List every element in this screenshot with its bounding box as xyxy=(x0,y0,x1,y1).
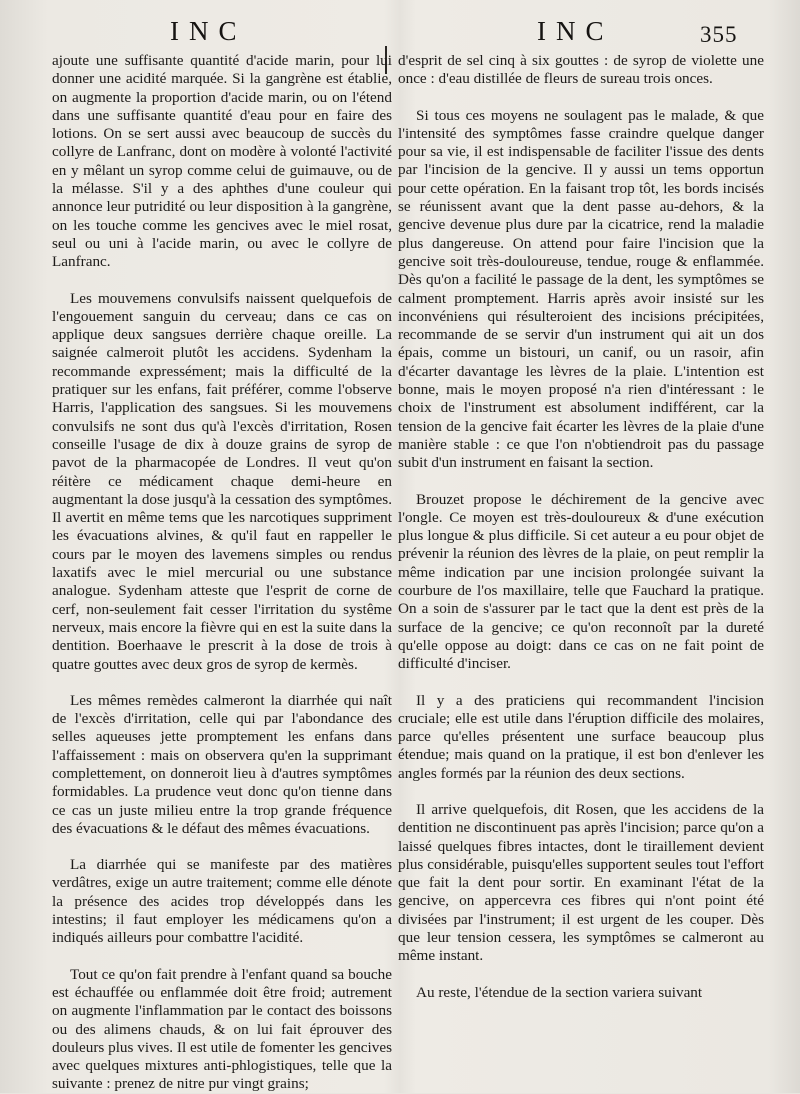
page-header xyxy=(0,16,800,52)
paragraph: Les mouvemens convulsifs naissent quelquefois de l'engouement sanguin du cerveau; dans ce cas on applique deux sangsues derrière chaque oreille. La saignée calmeroit plutôt les accidens. Sydenham la recommande expressément; mais la difficulté de la pratiquer sur les enfans, fait préférer, comme l'observe Harris, l'application des sangsues. Si les mouvemens convulsifs ne sont dus qu'à l'excès d'irritation, Rosen conseille l'usage de dix à douze grains de syrop de pavot de la pharmacopée de Londres. Il veut qu'on réitère ce médicament chaque demi-heure en augmentant la dose jusqu'à la cessation des symptômes. Il avertit en même tems que les narcotiques suppriment les évacuations alvines, & qu'il faut en rappeller le cours par le moyen des lavemens simples ou rendus laxatifs avec le miel mercurial ou une substance analogue. Sydenham atteste que l'esprit de corne de cerf, non-seulement fait cesser l'irritation du systême nerveux, mais encore la fièvre qui en est la suite dans la dentition. Boerhaave le prescrit à la dose de trois à quatre gouttes avec deux gros de syrop de kermès. xyxy=(52,289,392,673)
paragraph: Il y a des praticiens qui recommandent l'incision cruciale; elle est utile dans l'éruption difficile des molaires, parce qu'elles présentent une surface beaucoup plus étendue; mais quand on la pratique, il est bon d'enlever les angles formés par la réunion des deux sections. xyxy=(398,691,764,782)
right-column xyxy=(398,52,764,1082)
paragraph: Il arrive quelquefois, dit Rosen, que les accidens de la dentition ne discontinuent pas après l'incision; parce qu'on a laissé quelques fibres intactes, dont le tiraillement devient plus considérable, puisqu'elles supportent seules tout l'effort que fait la dent pour sortir. En examinant l'état de la gencive, on appercevra ces fibres qui n'ont point été divisées par l'instrument; il est urgent de les couper. Dès que leur tension cessera, les symptômes se calmeront au même instant. xyxy=(398,800,764,965)
paragraph: ajoute une suffisante quantité d'acide marin, pour lui donner une acidité marquée. Si la gangrène est établie, on augmente la proportion d'acide marin, ou on l'étend dans une suffisante quantité d'eau pour en faire des lotions. On se sert aussi avec beaucoup de succès du collyre de Lanfranc, dont on modère à volonté l'activité en y mêlant un syrop comme celui de guimauve, ou de la mélasse. S'il y a des aphthes d'une couleur qui annonce leur putridité ou leur disposition à la gangrène, on les touche comme les gencives avec le miel rosat, seul ou uni à l'acide marin, ou avec le collyre de Lanfranc. xyxy=(52,52,392,271)
paragraph: Au reste, l'étendue de la section variera suivant xyxy=(416,983,703,1001)
paragraph: d'esprit de sel cinq à six gouttes : de syrop de violette une once : d'eau distillée de fleurs de sureau trois onces. xyxy=(398,52,764,88)
paragraph: Tout ce qu'on fait prendre à l'enfant quand sa bouche est échauffée ou enflammée doit être froid; autrement on augmente l'inflammation par le contact des boissons ou des alimens chauds, & on lui fait éprouver des douleurs plus vives. Il est utile de fomenter les gencives avec quelques mixtures anti-phlogistiques, telle que la suivante : prenez de nitre pur vingt grains; xyxy=(52,965,392,1093)
paragraph: Brouzet propose le déchirement de la gencive avec l'ongle. Ce moyen est très-douloureux & d'une exécution plus longue & plus difficile. Si cet auteur a eu pour objet de prévenir la réunion des lèvres de la plaie, on peut remplir la même indication par une incision prolongée suivant la courbure de l'os maxillaire, telle que Fauchard la pratique. On a soin de s'assurer par le tact que la dent est près de la surface de la gencive; ce qu'on reconnoît par la dureté qu'elle oppose au doigt: dans ce cas on ne fait point de difficulté d'inciser. xyxy=(398,490,764,673)
paragraph: Les mêmes remèdes calmeront la diarrhée qui naît de l'excès d'irritation, celle qui par l'abondance des selles aqueuses jette promptement les enfans dans l'affaissement : mais on observera qu'en la supprimant complettement, on donneroit lieu à d'autres symptômes formidables. La prudence veut donc qu'on tienne dans ce cas un juste milieu entre la trop grande fréquence des évacuations & le défaut des mêmes évacuations. xyxy=(52,691,392,837)
running-head-right: INC xyxy=(537,16,614,46)
paragraph: Si tous ces moyens ne soulagent pas le malade, & que l'intensité des symptômes fasse craindre quelque danger pour sa vie, il est indispensable de faciliter l'issue des dents par l'incision de la gencive. Il y aussi un tems opportun pour cette opération. En la faisant trop tôt, les bords incisés se réunissent avant que la dent passe au-dehors, & la gencive devenue plus dure par la cicatrice, rend la maladie plus dangereuse. On attend pour faire l'incision que la gencive soit très-douloureuse, tendue, rouge & enflammée. Dès qu'on a facilité le passage de la dent, les symptômes se calment promptement. Harris après avoir insisté sur les inconvéniens qui résulteroient des incisions précipitées, recommande de se servir d'un instrument qui ait un dos épais, comme un bistouri, un canif, ou un rasoir, afin d'écarter davantage les lèvres de la plaie. L'intention est bonne, mais le moyen proposé n'a rien d'intéressant : le choix de l'instrument est absolument indifférent, car la tension de la gencive fait écarter les lèvres de la plaie d'une manière stable : ce que l'on n'obtiendroit pas du passage subit d'un instrument en faisant la section. xyxy=(398,106,764,472)
left-column xyxy=(52,52,392,1093)
paragraph: La diarrhée qui se manifeste par des matières verdâtres, exige un autre traitement; comme elle dénote la présence des acides trop développés dans les intestins; il faut employer les médicamens qu'on a indiqués ailleurs pour combattre l'acidité. xyxy=(52,856,392,947)
page-number: 355 xyxy=(700,22,738,47)
running-head-left: INC xyxy=(170,16,247,46)
